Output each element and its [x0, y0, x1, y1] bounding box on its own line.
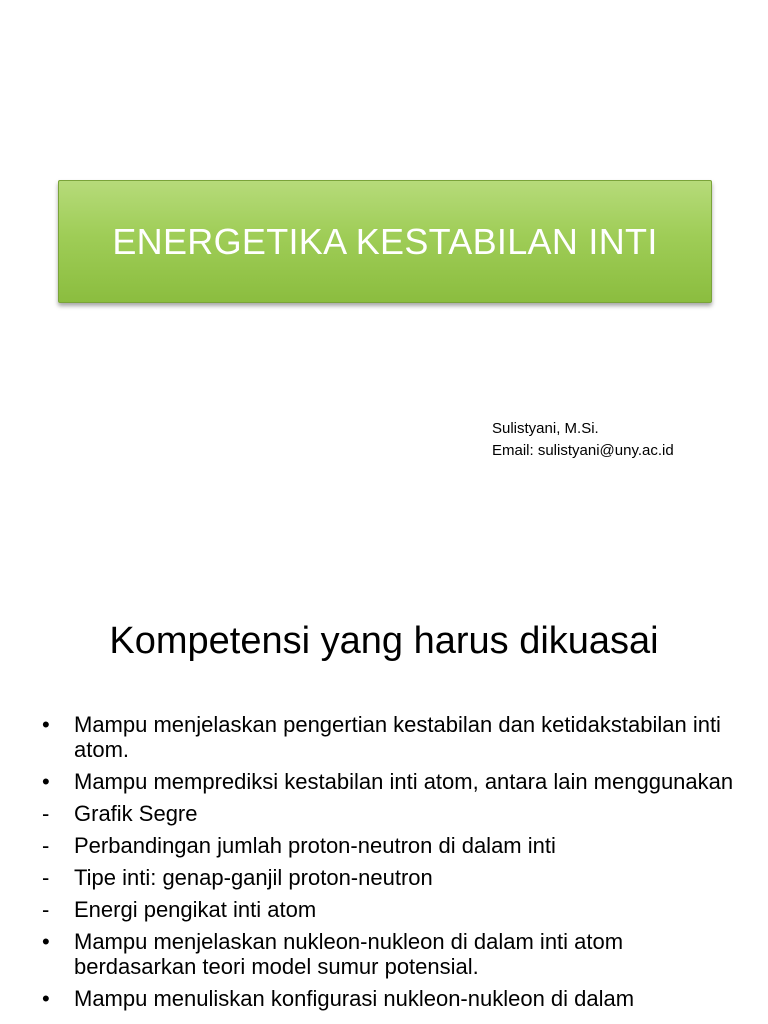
list-item — [42, 897, 742, 922]
competency-slide — [0, 576, 768, 1024]
bullet-marker: • — [42, 986, 50, 1011]
list-item-text: Perbandingan jumlah proton-neutron di dalam inti — [74, 833, 556, 858]
list-item-text: Tipe inti: genap-ganjil proton-neutron — [74, 865, 433, 890]
list-item-text: Mampu menjelaskan pengertian kestabilan dan ketidakstabilan inti atom. — [74, 712, 721, 762]
author-name: Sulistyani, M.Si. — [492, 420, 599, 437]
list-item-text: Energi pengikat inti atom — [74, 897, 317, 922]
list-item — [42, 986, 742, 1011]
list-item — [42, 769, 742, 794]
list-item-text: Mampu menjelaskan nukleon-nukleon di dalam inti atom berdasarkan teori model sumur potensial. — [74, 929, 624, 979]
bullet-marker: • — [42, 929, 50, 954]
slide-heading: Kompetensi yang harus dikuasai — [109, 620, 659, 662]
list-item — [42, 833, 742, 858]
title-box — [58, 180, 712, 303]
dash-marker: - — [42, 897, 50, 922]
list-item-text: Grafik Segre — [74, 801, 198, 826]
bullet-marker: • — [42, 769, 50, 794]
list-item — [42, 929, 742, 979]
slide-title: ENERGETIKA KESTABILAN INTI — [112, 220, 658, 262]
bullet-marker: • — [42, 712, 50, 737]
dash-marker: - — [42, 833, 50, 858]
list-item-text: Mampu memprediksi kestabilan inti atom, antara lain menggunakan — [74, 769, 734, 794]
list-item-text: Mampu menuliskan konfigurasi nukleon-nukleon di dalam — [74, 986, 635, 1011]
competency-list — [42, 712, 742, 1018]
dash-marker: - — [42, 801, 50, 826]
list-item — [42, 801, 742, 826]
list-item — [42, 865, 742, 890]
dash-marker: - — [42, 865, 50, 890]
list-item — [42, 712, 742, 762]
author-email: Email: sulistyani@uny.ac.id — [492, 442, 674, 459]
author-block — [492, 418, 674, 462]
